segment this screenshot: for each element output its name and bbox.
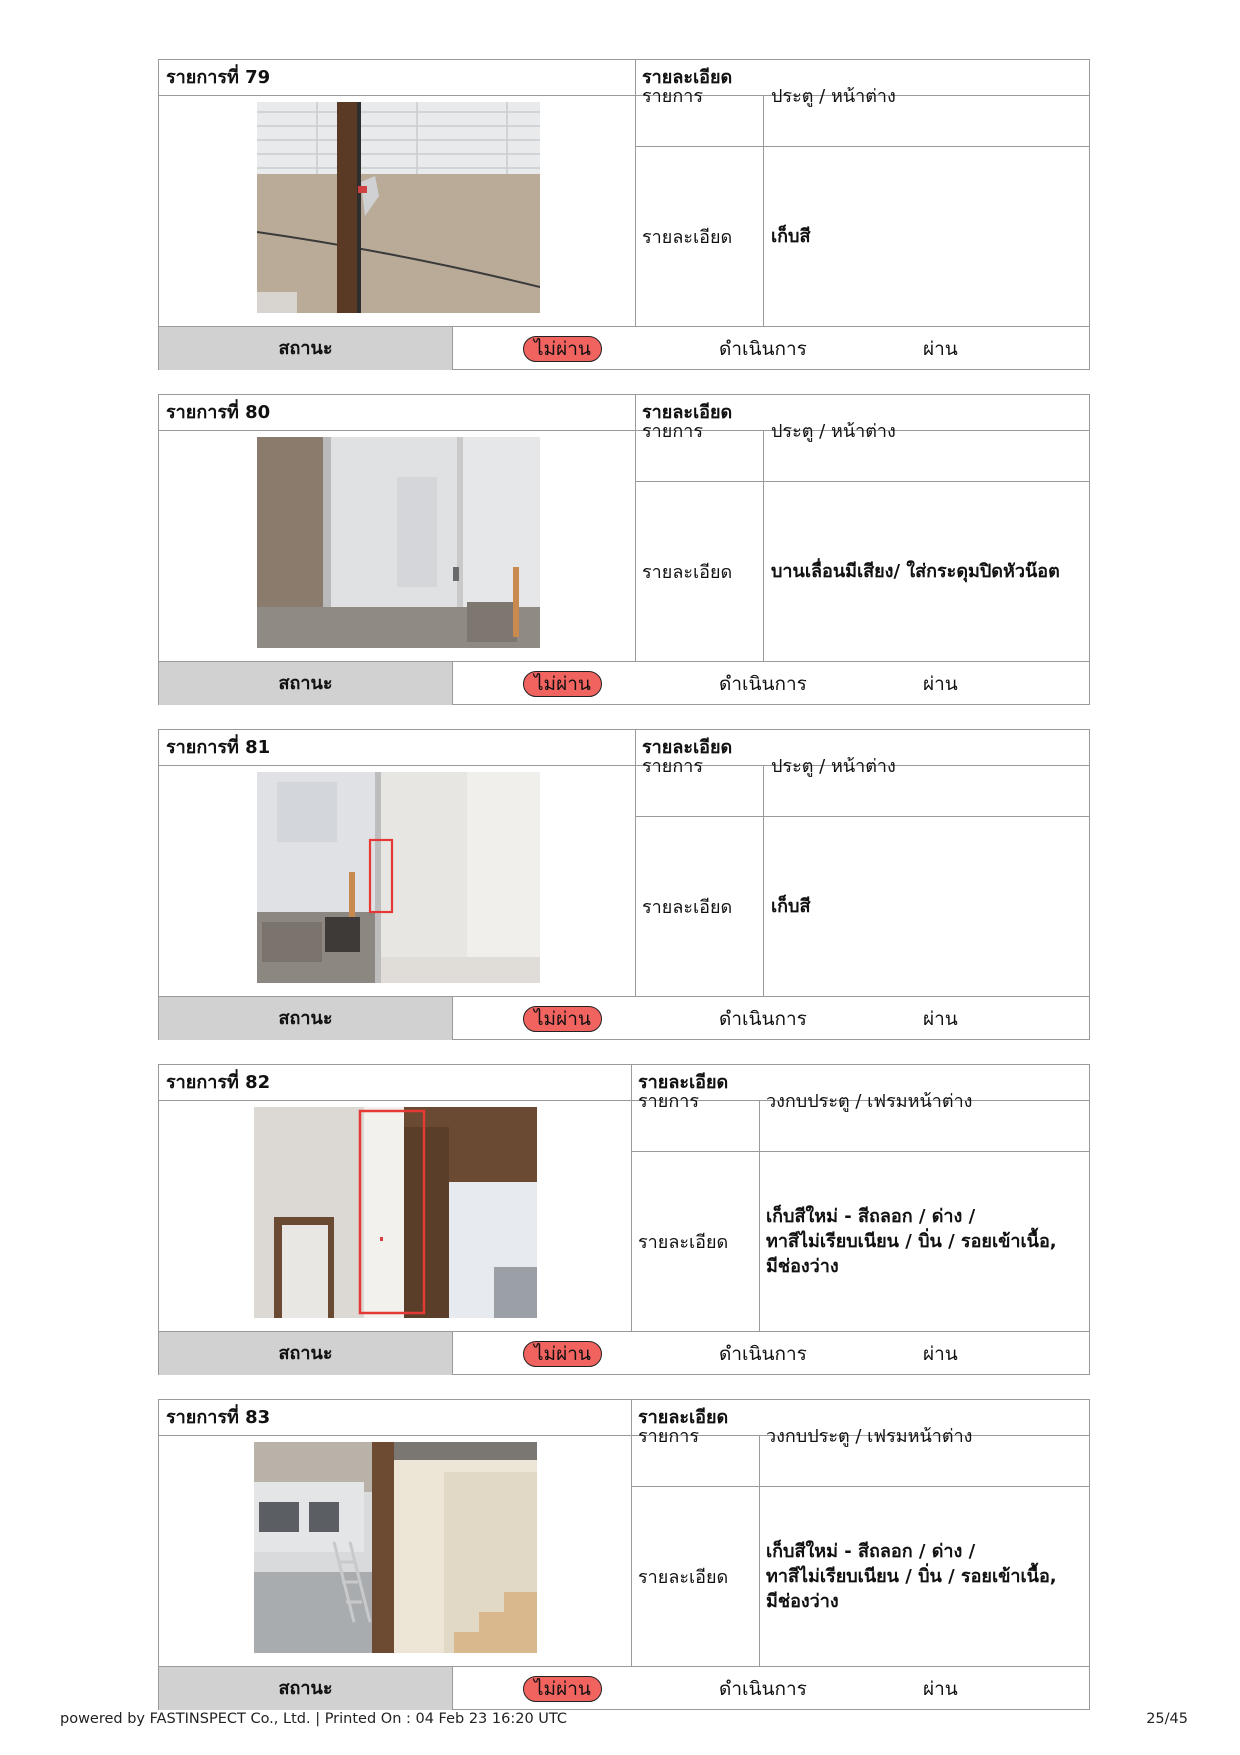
- status-in-progress[interactable]: ดำเนินการ: [719, 1008, 807, 1030]
- item-header: [159, 395, 1089, 431]
- detail-line: มีช่องว่าง: [766, 1591, 839, 1612]
- status-fail-selected[interactable]: ไม่ผ่าน: [523, 1676, 602, 1702]
- label-divider: [763, 96, 764, 326]
- item-label: รายการ: [638, 1091, 699, 1112]
- label-divider: [759, 1101, 760, 1331]
- item-value: ประตู / หน้าต่าง: [771, 421, 896, 442]
- detail-line: เก็บสีใหม่ - สีถลอก / ด่าง /: [766, 1541, 976, 1562]
- item-header: [159, 730, 1089, 766]
- item-number: รายการที่ 81: [166, 737, 271, 758]
- detail-line: ทาสีไม่เรียบเนียน / บิ่น / รอยเข้าเนื้อ,: [766, 1566, 1057, 1587]
- detail-label: รายละเอียด: [642, 562, 733, 583]
- item-label: รายการ: [642, 756, 703, 777]
- status-label: สถานะ: [159, 1667, 453, 1710]
- detail-value: [766, 1152, 1057, 1331]
- page-number: 25/45: [1146, 1711, 1188, 1727]
- column-divider: [635, 395, 636, 661]
- detail-line: เก็บสีใหม่ - สีถลอก / ด่าง /: [766, 1206, 976, 1227]
- item-photo[interactable]: [254, 1107, 537, 1318]
- item-number: รายการที่ 82: [166, 1072, 271, 1093]
- status-in-progress[interactable]: ดำเนินการ: [719, 1343, 807, 1365]
- status-label: สถานะ: [159, 997, 453, 1040]
- status-label: สถานะ: [159, 327, 453, 370]
- inspection-item-82: [158, 1064, 1090, 1375]
- status-in-progress[interactable]: ดำเนินการ: [719, 1678, 807, 1700]
- item-photo[interactable]: [257, 437, 540, 648]
- inspection-item-80: [158, 394, 1090, 705]
- item-label: รายการ: [642, 86, 703, 107]
- status-fail-selected[interactable]: ไม่ผ่าน: [523, 1006, 602, 1032]
- column-divider: [635, 730, 636, 996]
- status-label: สถานะ: [159, 1332, 453, 1375]
- status-row: [159, 996, 1089, 1040]
- column-divider: [635, 60, 636, 326]
- status-row: [159, 661, 1089, 705]
- detail-line: เก็บสี: [771, 226, 811, 247]
- detail-label: รายละเอียด: [638, 1232, 729, 1253]
- status-pass[interactable]: ผ่าน: [923, 1678, 958, 1700]
- status-fail-selected[interactable]: ไม่ผ่าน: [523, 1341, 602, 1367]
- column-divider: [631, 1065, 632, 1331]
- item-photo[interactable]: [257, 102, 540, 313]
- details-header: รายละเอียด: [642, 737, 733, 758]
- item-value: ประตู / หน้าต่าง: [771, 86, 896, 107]
- details-header: รายละเอียด: [642, 402, 733, 423]
- status-row: [159, 1331, 1089, 1375]
- item-value: วงกบประตู / เฟรมหน้าต่าง: [766, 1426, 973, 1447]
- label-divider: [759, 1436, 760, 1666]
- details-header: รายละเอียด: [638, 1072, 729, 1093]
- detail-value: [771, 817, 810, 996]
- status-row: [159, 326, 1089, 370]
- item-number: รายการที่ 79: [166, 67, 271, 88]
- detail-line: บานเลื่อนมีเสียง/ ใส่กระดุมปิดหัวน๊อต: [771, 561, 1060, 582]
- details-header: รายละเอียด: [642, 67, 733, 88]
- footer-credit: powered by FASTINSPECT Co., Ltd. | Printed On : 04 Feb 23 16:20 UTC: [60, 1711, 568, 1727]
- detail-value: [771, 147, 810, 326]
- label-divider: [763, 431, 764, 661]
- status-fail-selected[interactable]: ไม่ผ่าน: [523, 671, 602, 697]
- inspection-item-81: [158, 729, 1090, 1040]
- status-fail-selected[interactable]: ไม่ผ่าน: [523, 336, 602, 362]
- status-pass[interactable]: ผ่าน: [923, 338, 958, 360]
- status-row: [159, 1666, 1089, 1710]
- detail-value: [766, 1487, 1057, 1666]
- detail-line: เก็บสี: [771, 896, 811, 917]
- status-pass[interactable]: ผ่าน: [923, 1008, 958, 1030]
- item-header: [159, 60, 1089, 96]
- status-in-progress[interactable]: ดำเนินการ: [719, 338, 807, 360]
- item-label: รายการ: [642, 421, 703, 442]
- detail-label: รายละเอียด: [642, 227, 733, 248]
- detail-line: มีช่องว่าง: [766, 1256, 839, 1277]
- inspection-item-79: [158, 59, 1090, 370]
- label-divider: [763, 766, 764, 996]
- status-in-progress[interactable]: ดำเนินการ: [719, 673, 807, 695]
- detail-label: รายละเอียด: [638, 1567, 729, 1588]
- detail-value: [771, 482, 1060, 661]
- item-photo[interactable]: [254, 1442, 537, 1653]
- item-number: รายการที่ 83: [166, 1407, 271, 1428]
- status-label: สถานะ: [159, 662, 453, 705]
- inspection-item-83: [158, 1399, 1090, 1710]
- detail-line: ทาสีไม่เรียบเนียน / บิ่น / รอยเข้าเนื้อ,: [766, 1231, 1057, 1252]
- status-pass[interactable]: ผ่าน: [923, 673, 958, 695]
- status-pass[interactable]: ผ่าน: [923, 1343, 958, 1365]
- item-value: วงกบประตู / เฟรมหน้าต่าง: [766, 1091, 973, 1112]
- details-header: รายละเอียด: [638, 1407, 729, 1428]
- column-divider: [631, 1400, 632, 1666]
- item-photo[interactable]: [257, 772, 540, 983]
- detail-label: รายละเอียด: [642, 897, 733, 918]
- item-value: ประตู / หน้าต่าง: [771, 756, 896, 777]
- item-label: รายการ: [638, 1426, 699, 1447]
- item-number: รายการที่ 80: [166, 402, 271, 423]
